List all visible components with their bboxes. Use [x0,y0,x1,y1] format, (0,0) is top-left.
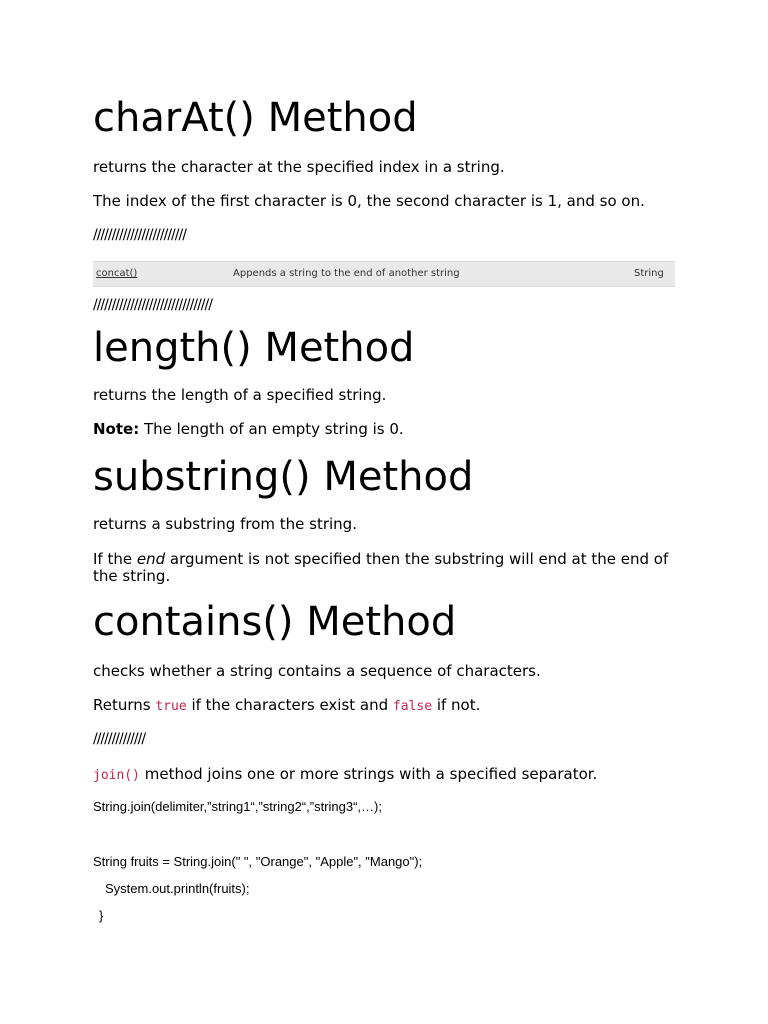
join-example-line2: System.out.println(fruits); [105,881,250,896]
join-description: join() method joins one or more strings with a specified separator. [93,765,598,783]
length-note [93,420,404,438]
join-syntax: String.join(delimiter,”string1“,”string2“,”string3“,…); [93,799,382,814]
concat-description: Appends a string to the end of another string [233,268,460,279]
contains-heading: contains() Method [93,599,457,645]
concat-table-row [93,261,675,287]
true-code: true [155,699,187,714]
join-example-line1: String fruits = String.join(" ", "Orange", "Apple", "Mango"); [93,854,423,869]
join-example-line3: } [99,908,104,923]
charat-heading: charAt() Method [93,95,418,141]
length-heading: length() Method [93,325,415,371]
note-label: Note: [93,420,140,438]
substring-end-note: If the end argument is not specified then the substring will end at the end of [93,550,669,568]
join-code: join() [93,768,140,783]
separator-1: ///////////////////////// [93,227,186,243]
substring-end-note-line2: the string. [93,567,171,585]
length-description: returns the length of a specified string. [93,386,387,404]
separator-3: ////////////// [93,731,146,747]
separator-2: //////////////////////////////// [93,297,212,313]
concat-return-type: String [634,268,664,279]
contains-description: checks whether a string contains a sequence of characters. [93,662,541,680]
charat-description: returns the character at the specified index in a string. [93,158,505,176]
note-text: The length of an empty string is 0. [139,420,404,438]
concat-method-link[interactable]: concat() [96,268,138,279]
false-code: false [392,699,433,714]
substring-description: returns a substring from the string. [93,515,357,533]
charat-index-note: The index of the first character is 0, the second character is 1, and so on. [93,192,645,210]
substring-heading: substring() Method [93,454,474,500]
contains-returns: Returns true if the characters exist and false if not. [93,696,481,714]
